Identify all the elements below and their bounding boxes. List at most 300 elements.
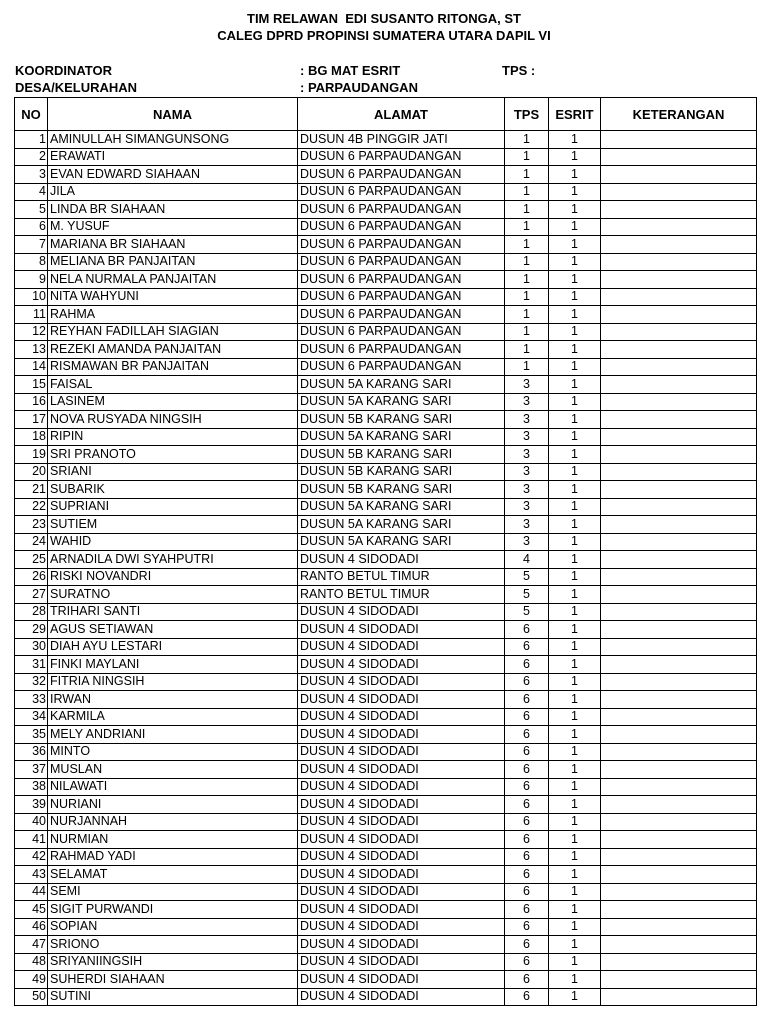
desa-value: : PARPAUDANGAN <box>300 80 418 95</box>
cell-tps: 6 <box>505 796 549 814</box>
cell-no: 43 <box>15 866 48 884</box>
cell-no: 44 <box>15 883 48 901</box>
cell-nama: NILAWATI <box>48 778 298 796</box>
cell-alamat: DUSUN 6 PARPAUDANGAN <box>298 148 505 166</box>
cell-no: 16 <box>15 393 48 411</box>
cell-keterangan <box>601 376 757 394</box>
table-row <box>15 813 757 831</box>
cell-esrit: 1 <box>549 218 601 236</box>
cell-keterangan <box>601 568 757 586</box>
cell-esrit: 1 <box>549 761 601 779</box>
cell-tps: 6 <box>505 621 549 639</box>
table-row <box>15 236 757 254</box>
cell-no: 50 <box>15 988 48 1006</box>
cell-no: 9 <box>15 271 48 289</box>
cell-keterangan <box>601 516 757 534</box>
cell-keterangan <box>601 796 757 814</box>
cell-tps: 1 <box>505 183 549 201</box>
cell-tps: 1 <box>505 306 549 324</box>
cell-keterangan <box>601 936 757 954</box>
cell-no: 47 <box>15 936 48 954</box>
cell-tps: 6 <box>505 848 549 866</box>
table-row <box>15 568 757 586</box>
cell-no: 27 <box>15 586 48 604</box>
table-row <box>15 883 757 901</box>
table-row <box>15 166 757 184</box>
cell-alamat: DUSUN 6 PARPAUDANGAN <box>298 323 505 341</box>
cell-alamat: DUSUN 5B KARANG SARI <box>298 446 505 464</box>
cell-keterangan <box>601 708 757 726</box>
cell-alamat: DUSUN 4 SIDODADI <box>298 831 505 849</box>
cell-nama: SUHERDI SIAHAAN <box>48 971 298 989</box>
cell-esrit: 1 <box>549 166 601 184</box>
cell-no: 28 <box>15 603 48 621</box>
cell-tps: 6 <box>505 813 549 831</box>
table-row <box>15 936 757 954</box>
cell-keterangan <box>601 411 757 429</box>
cell-esrit: 1 <box>549 831 601 849</box>
table-row <box>15 271 757 289</box>
cell-keterangan <box>601 533 757 551</box>
cell-nama: AGUS SETIAWAN <box>48 621 298 639</box>
cell-tps: 3 <box>505 446 549 464</box>
table-row <box>15 988 757 1006</box>
cell-alamat: DUSUN 6 PARPAUDANGAN <box>298 218 505 236</box>
cell-tps: 3 <box>505 393 549 411</box>
cell-esrit: 1 <box>549 586 601 604</box>
cell-no: 33 <box>15 691 48 709</box>
column-header-esrit: ESRIT <box>549 98 601 131</box>
cell-no: 1 <box>15 131 48 149</box>
cell-esrit: 1 <box>549 743 601 761</box>
table-row <box>15 411 757 429</box>
table-row <box>15 481 757 499</box>
cell-no: 41 <box>15 831 48 849</box>
cell-alamat: DUSUN 5B KARANG SARI <box>298 463 505 481</box>
koordinator-label: KOORDINATOR <box>15 63 113 78</box>
cell-alamat: DUSUN 4 SIDODADI <box>298 988 505 1006</box>
cell-tps: 1 <box>505 201 549 219</box>
cell-nama: SELAMAT <box>48 866 298 884</box>
cell-nama: MELY ANDRIANI <box>48 726 298 744</box>
cell-tps: 1 <box>505 148 549 166</box>
cell-tps: 6 <box>505 691 549 709</box>
cell-esrit: 1 <box>549 306 601 324</box>
table-row <box>15 376 757 394</box>
cell-no: 49 <box>15 971 48 989</box>
cell-alamat: DUSUN 4 SIDODADI <box>298 866 505 884</box>
cell-keterangan <box>601 218 757 236</box>
cell-tps: 6 <box>505 761 549 779</box>
cell-no: 24 <box>15 533 48 551</box>
cell-alamat: DUSUN 4 SIDODADI <box>298 656 505 674</box>
cell-keterangan <box>601 498 757 516</box>
cell-no: 34 <box>15 708 48 726</box>
cell-keterangan <box>601 988 757 1006</box>
cell-no: 8 <box>15 253 48 271</box>
cell-alamat: DUSUN 6 PARPAUDANGAN <box>298 306 505 324</box>
cell-tps: 1 <box>505 236 549 254</box>
cell-esrit: 1 <box>549 971 601 989</box>
table-row <box>15 551 757 569</box>
cell-nama: NURMIAN <box>48 831 298 849</box>
cell-keterangan <box>601 306 757 324</box>
cell-keterangan <box>601 428 757 446</box>
table-row <box>15 901 757 919</box>
cell-no: 42 <box>15 848 48 866</box>
cell-keterangan <box>601 656 757 674</box>
cell-nama: LINDA BR SIAHAAN <box>48 201 298 219</box>
cell-keterangan <box>601 831 757 849</box>
table-row <box>15 253 757 271</box>
cell-alamat: RANTO BETUL TIMUR <box>298 568 505 586</box>
table-row <box>15 848 757 866</box>
cell-tps: 3 <box>505 481 549 499</box>
cell-tps: 6 <box>505 918 549 936</box>
cell-alamat: DUSUN 4 SIDODADI <box>298 673 505 691</box>
cell-keterangan <box>601 638 757 656</box>
cell-tps: 6 <box>505 656 549 674</box>
cell-nama: FAISAL <box>48 376 298 394</box>
cell-nama: SRIYANIINGSIH <box>48 953 298 971</box>
cell-keterangan <box>601 726 757 744</box>
cell-esrit: 1 <box>549 236 601 254</box>
cell-no: 3 <box>15 166 48 184</box>
cell-no: 7 <box>15 236 48 254</box>
cell-tps: 6 <box>505 936 549 954</box>
cell-keterangan <box>601 778 757 796</box>
cell-tps: 3 <box>505 411 549 429</box>
cell-alamat: DUSUN 4 SIDODADI <box>298 761 505 779</box>
cell-esrit: 1 <box>549 621 601 639</box>
cell-alamat: DUSUN 6 PARPAUDANGAN <box>298 183 505 201</box>
cell-keterangan <box>601 901 757 919</box>
cell-keterangan <box>601 953 757 971</box>
cell-esrit: 1 <box>549 673 601 691</box>
cell-keterangan <box>601 586 757 604</box>
cell-alamat: DUSUN 4 SIDODADI <box>298 901 505 919</box>
document-title: TIM RELAWAN EDI SUSANTO RITONGA, ST <box>247 11 521 26</box>
cell-esrit: 1 <box>549 323 601 341</box>
cell-esrit: 1 <box>549 498 601 516</box>
table-row <box>15 446 757 464</box>
cell-no: 17 <box>15 411 48 429</box>
cell-nama: KARMILA <box>48 708 298 726</box>
cell-alamat: DUSUN 4 SIDODADI <box>298 726 505 744</box>
table-row <box>15 691 757 709</box>
cell-esrit: 1 <box>549 288 601 306</box>
cell-no: 23 <box>15 516 48 534</box>
cell-esrit: 1 <box>549 551 601 569</box>
cell-nama: SUTIEM <box>48 516 298 534</box>
cell-keterangan <box>601 271 757 289</box>
cell-keterangan <box>601 341 757 359</box>
cell-keterangan <box>601 148 757 166</box>
document-subtitle: CALEG DPRD PROPINSI SUMATERA UTARA DAPIL VI <box>217 28 551 43</box>
cell-nama: WAHID <box>48 533 298 551</box>
cell-tps: 3 <box>505 428 549 446</box>
cell-keterangan <box>601 761 757 779</box>
cell-tps: 6 <box>505 953 549 971</box>
table-row <box>15 516 757 534</box>
cell-nama: DIAH AYU LESTARI <box>48 638 298 656</box>
cell-keterangan <box>601 848 757 866</box>
cell-alamat: DUSUN 4 SIDODADI <box>298 883 505 901</box>
cell-keterangan <box>601 393 757 411</box>
cell-alamat: DUSUN 4 SIDODADI <box>298 708 505 726</box>
table-row <box>15 533 757 551</box>
table-row <box>15 726 757 744</box>
cell-no: 40 <box>15 813 48 831</box>
column-header-keterangan: KETERANGAN <box>601 98 757 131</box>
table-row <box>15 498 757 516</box>
cell-tps: 1 <box>505 271 549 289</box>
cell-tps: 6 <box>505 638 549 656</box>
cell-nama: REYHAN FADILLAH SIAGIAN <box>48 323 298 341</box>
table-row <box>15 131 757 149</box>
cell-alamat: DUSUN 5A KARANG SARI <box>298 428 505 446</box>
cell-tps: 6 <box>505 866 549 884</box>
cell-no: 2 <box>15 148 48 166</box>
cell-esrit: 1 <box>549 428 601 446</box>
table-body <box>15 131 757 1006</box>
cell-nama: TRIHARI SANTI <box>48 603 298 621</box>
cell-alamat: DUSUN 4 SIDODADI <box>298 796 505 814</box>
cell-alamat: DUSUN 4 SIDODADI <box>298 743 505 761</box>
cell-esrit: 1 <box>549 918 601 936</box>
cell-esrit: 1 <box>549 201 601 219</box>
tps-label: TPS : <box>502 63 536 78</box>
cell-nama: NURJANNAH <box>48 813 298 831</box>
table-row <box>15 428 757 446</box>
cell-keterangan <box>601 463 757 481</box>
cell-tps: 6 <box>505 778 549 796</box>
cell-keterangan <box>601 323 757 341</box>
cell-keterangan <box>601 621 757 639</box>
cell-no: 48 <box>15 953 48 971</box>
cell-nama: IRWAN <box>48 691 298 709</box>
cell-alamat: DUSUN 4 SIDODADI <box>298 918 505 936</box>
table-row <box>15 586 757 604</box>
cell-keterangan <box>601 288 757 306</box>
cell-esrit: 1 <box>549 341 601 359</box>
cell-nama: RIPIN <box>48 428 298 446</box>
cell-no: 15 <box>15 376 48 394</box>
cell-alamat: DUSUN 4 SIDODADI <box>298 691 505 709</box>
cell-alamat: DUSUN 5A KARANG SARI <box>298 393 505 411</box>
cell-nama: SRIANI <box>48 463 298 481</box>
cell-nama: ERAWATI <box>48 148 298 166</box>
cell-tps: 1 <box>505 131 549 149</box>
cell-nama: SRIONO <box>48 936 298 954</box>
cell-no: 11 <box>15 306 48 324</box>
cell-no: 22 <box>15 498 48 516</box>
cell-keterangan <box>601 481 757 499</box>
table-row <box>15 393 757 411</box>
cell-keterangan <box>601 918 757 936</box>
table-row <box>15 183 757 201</box>
table-row <box>15 708 757 726</box>
cell-esrit: 1 <box>549 376 601 394</box>
cell-tps: 6 <box>505 708 549 726</box>
cell-tps: 1 <box>505 218 549 236</box>
cell-tps: 3 <box>505 498 549 516</box>
cell-alamat: DUSUN 6 PARPAUDANGAN <box>298 201 505 219</box>
table-row <box>15 603 757 621</box>
cell-esrit: 1 <box>549 866 601 884</box>
table-row <box>15 218 757 236</box>
cell-no: 18 <box>15 428 48 446</box>
cell-tps: 1 <box>505 288 549 306</box>
cell-no: 12 <box>15 323 48 341</box>
column-header-nama: NAMA <box>48 98 298 131</box>
cell-no: 37 <box>15 761 48 779</box>
cell-alamat: DUSUN 5B KARANG SARI <box>298 481 505 499</box>
cell-tps: 1 <box>505 323 549 341</box>
cell-esrit: 1 <box>549 936 601 954</box>
cell-alamat: DUSUN 6 PARPAUDANGAN <box>298 236 505 254</box>
cell-alamat: DUSUN 5B KARANG SARI <box>298 411 505 429</box>
cell-esrit: 1 <box>549 253 601 271</box>
table-row <box>15 656 757 674</box>
column-header-no: NO <box>15 98 48 131</box>
koordinator-value: : BG MAT ESRIT <box>300 63 401 78</box>
cell-keterangan <box>601 673 757 691</box>
cell-tps: 6 <box>505 673 549 691</box>
cell-tps: 5 <box>505 603 549 621</box>
cell-tps: 1 <box>505 166 549 184</box>
cell-alamat: DUSUN 4 SIDODADI <box>298 936 505 954</box>
cell-esrit: 1 <box>549 271 601 289</box>
cell-esrit: 1 <box>549 953 601 971</box>
cell-keterangan <box>601 166 757 184</box>
cell-keterangan <box>601 691 757 709</box>
cell-no: 38 <box>15 778 48 796</box>
cell-esrit: 1 <box>549 463 601 481</box>
cell-nama: SOPIAN <box>48 918 298 936</box>
cell-alamat: DUSUN 6 PARPAUDANGAN <box>298 358 505 376</box>
cell-no: 29 <box>15 621 48 639</box>
cell-nama: SURATNO <box>48 586 298 604</box>
table-row <box>15 953 757 971</box>
table-row <box>15 201 757 219</box>
cell-tps: 6 <box>505 988 549 1006</box>
cell-nama: SEMI <box>48 883 298 901</box>
cell-esrit: 1 <box>549 656 601 674</box>
cell-nama: NITA WAHYUNI <box>48 288 298 306</box>
cell-tps: 6 <box>505 831 549 849</box>
cell-alamat: DUSUN 4 SIDODADI <box>298 848 505 866</box>
cell-esrit: 1 <box>549 533 601 551</box>
cell-no: 31 <box>15 656 48 674</box>
cell-nama: NELA NURMALA PANJAITAN <box>48 271 298 289</box>
table-row <box>15 358 757 376</box>
cell-nama: AMINULLAH SIMANGUNSONG <box>48 131 298 149</box>
cell-tps: 1 <box>505 358 549 376</box>
desa-label: DESA/KELURAHAN <box>15 80 138 95</box>
cell-alamat: DUSUN 6 PARPAUDANGAN <box>298 166 505 184</box>
cell-esrit: 1 <box>549 708 601 726</box>
table-row <box>15 743 757 761</box>
cell-alamat: DUSUN 6 PARPAUDANGAN <box>298 253 505 271</box>
cell-esrit: 1 <box>549 848 601 866</box>
table-row <box>15 761 757 779</box>
cell-alamat: DUSUN 4 SIDODADI <box>298 953 505 971</box>
cell-tps: 1 <box>505 341 549 359</box>
cell-no: 46 <box>15 918 48 936</box>
cell-no: 4 <box>15 183 48 201</box>
cell-alamat: DUSUN 6 PARPAUDANGAN <box>298 271 505 289</box>
cell-no: 5 <box>15 201 48 219</box>
cell-nama: FINKI MAYLANI <box>48 656 298 674</box>
cell-nama: MARIANA BR SIAHAAN <box>48 236 298 254</box>
column-header-alamat: ALAMAT <box>298 98 505 131</box>
cell-esrit: 1 <box>549 358 601 376</box>
cell-nama: RISKI NOVANDRI <box>48 568 298 586</box>
cell-esrit: 1 <box>549 726 601 744</box>
cell-alamat: DUSUN 5A KARANG SARI <box>298 376 505 394</box>
cell-nama: FITRIA NINGSIH <box>48 673 298 691</box>
cell-no: 21 <box>15 481 48 499</box>
cell-esrit: 1 <box>549 638 601 656</box>
table-row <box>15 971 757 989</box>
cell-tps: 1 <box>505 253 549 271</box>
table-row <box>15 148 757 166</box>
cell-no: 19 <box>15 446 48 464</box>
cell-keterangan <box>601 603 757 621</box>
cell-alamat: DUSUN 6 PARPAUDANGAN <box>298 288 505 306</box>
cell-keterangan <box>601 551 757 569</box>
cell-tps: 3 <box>505 376 549 394</box>
cell-no: 32 <box>15 673 48 691</box>
cell-esrit: 1 <box>549 603 601 621</box>
table-row <box>15 341 757 359</box>
cell-nama: SUPRIANI <box>48 498 298 516</box>
cell-esrit: 1 <box>549 131 601 149</box>
cell-nama: MUSLAN <box>48 761 298 779</box>
cell-keterangan <box>601 183 757 201</box>
cell-tps: 6 <box>505 726 549 744</box>
cell-keterangan <box>601 866 757 884</box>
table-row <box>15 918 757 936</box>
cell-esrit: 1 <box>549 516 601 534</box>
cell-tps: 6 <box>505 883 549 901</box>
cell-no: 14 <box>15 358 48 376</box>
cell-nama: ARNADILA DWI SYAHPUTRI <box>48 551 298 569</box>
cell-tps: 6 <box>505 743 549 761</box>
cell-alamat: DUSUN 5A KARANG SARI <box>298 498 505 516</box>
cell-keterangan <box>601 813 757 831</box>
cell-esrit: 1 <box>549 901 601 919</box>
cell-esrit: 1 <box>549 446 601 464</box>
cell-esrit: 1 <box>549 393 601 411</box>
table-row <box>15 778 757 796</box>
table-row <box>15 323 757 341</box>
cell-alamat: DUSUN 4 SIDODADI <box>298 971 505 989</box>
cell-nama: NURIANI <box>48 796 298 814</box>
cell-nama: JILA <box>48 183 298 201</box>
cell-alamat: DUSUN 5A KARANG SARI <box>298 516 505 534</box>
cell-alamat: DUSUN 4 SIDODADI <box>298 551 505 569</box>
cell-keterangan <box>601 236 757 254</box>
table-row <box>15 866 757 884</box>
cell-nama: EVAN EDWARD SIAHAAN <box>48 166 298 184</box>
cell-no: 39 <box>15 796 48 814</box>
cell-nama: SUBARIK <box>48 481 298 499</box>
cell-tps: 4 <box>505 551 549 569</box>
cell-keterangan <box>601 253 757 271</box>
column-header-tps: TPS <box>505 98 549 131</box>
